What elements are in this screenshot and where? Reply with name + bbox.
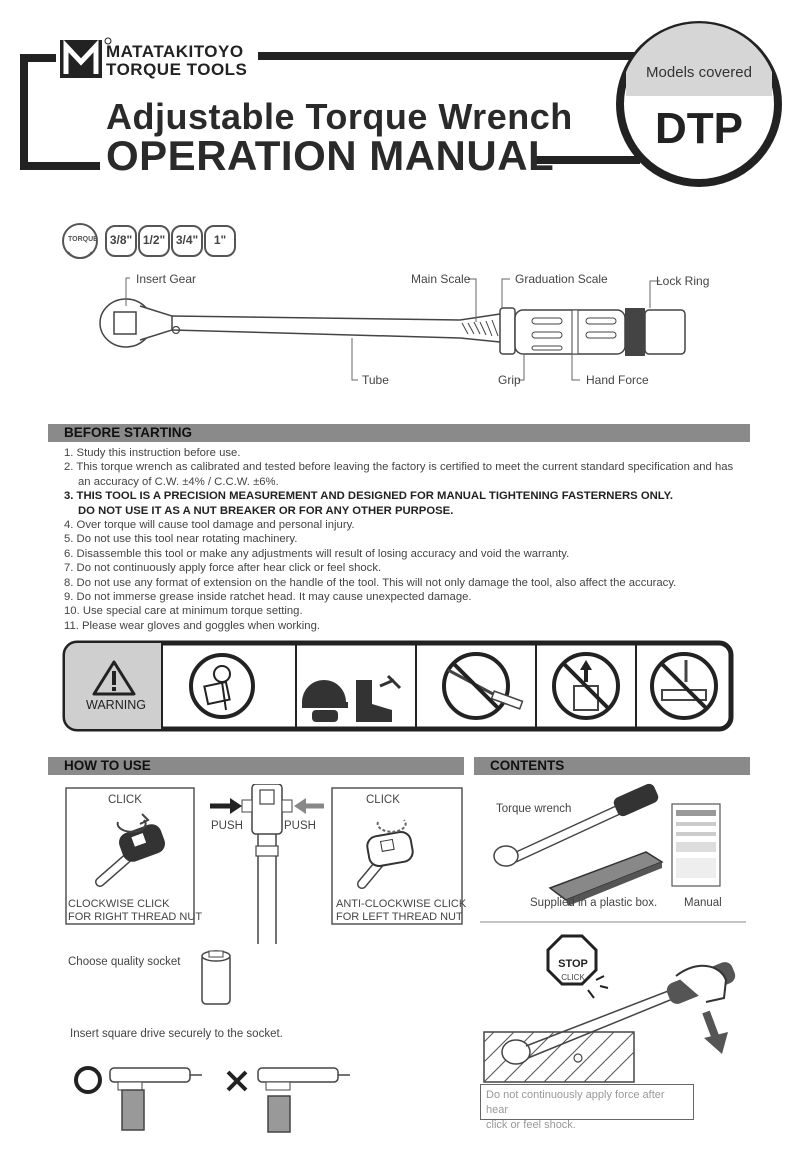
brand-name-line1: MATATAKITOYO xyxy=(106,42,244,61)
drive-size-1-2: 1/2" xyxy=(142,233,166,247)
before-starting-list xyxy=(64,446,754,633)
usage-note xyxy=(480,1084,694,1131)
list-item: 6. Disassemble this tool or make any adjustments will result of losing accuracy and void the warranty. xyxy=(64,547,570,560)
wrench-in-use-image xyxy=(484,960,738,1082)
warning-label: WARNING xyxy=(86,698,146,712)
clockwise-wrench-icon xyxy=(100,814,168,882)
cw-caption-line1: CLOCKWISE CLICK xyxy=(68,898,170,910)
ccw-caption-line2: FOR LEFT THREAD NUT xyxy=(336,911,463,923)
list-item: 3. THIS TOOL IS A PRECISION MEASUREMENT AND DESIGNED FOR MANUAL TIGHTENING FASTERNERS ONLY. xyxy=(64,490,674,503)
ccw-caption-line1: ANTI-CLOCKWISE CLICK xyxy=(336,898,467,910)
drive-size-3-8: 3/8" xyxy=(109,233,133,247)
label-insert-gear: Insert Gear xyxy=(136,272,197,286)
drive-size-3-4: 3/4" xyxy=(175,233,199,247)
list-item: 5. Do not use this tool near rotating machinery. xyxy=(64,533,298,546)
manual-image xyxy=(672,804,720,886)
torque-icon: TORQUE xyxy=(68,236,98,243)
label-hand-force: Hand Force xyxy=(586,373,649,387)
label-grip: Grip xyxy=(498,373,521,387)
click-label-right: CLICK xyxy=(366,794,400,806)
plastic-box-label: Supplied in a plastic box. xyxy=(530,897,658,909)
label-tube: Tube xyxy=(362,373,389,387)
list-item: DO NOT USE IT AS A NUT BREAKER OR FOR ANY OTHER PURPOSE. xyxy=(78,504,454,517)
drive-size-1: 1" xyxy=(213,233,227,247)
brand-logo xyxy=(60,38,111,78)
label-graduation-scale: Graduation Scale xyxy=(515,272,608,286)
page-title: OPERATION MANUAL xyxy=(106,132,555,179)
list-item: 4. Over torque will cause tool damage and personal injury. xyxy=(64,519,355,532)
cw-caption-line2: FOR RIGHT THREAD NUT xyxy=(68,911,203,923)
wrench-diagram xyxy=(90,268,710,388)
contents-title: CONTENTS xyxy=(490,758,565,773)
stop-label: STOP xyxy=(558,958,588,970)
wrong-insertion-icon xyxy=(228,1068,350,1132)
label-main-scale: Main Scale xyxy=(411,272,471,286)
torque-wrench-label: Torque wrench xyxy=(496,803,572,815)
list-item: 7. Do not continuously apply force after hear click or feel shock. xyxy=(64,562,382,575)
list-item: 11. Please wear gloves and goggles when working. xyxy=(64,619,321,632)
model-code: DTP xyxy=(655,104,743,153)
insert-caption: Insert square drive securely to the socket. xyxy=(70,1028,283,1040)
stop-click-label: CLICK xyxy=(561,973,585,982)
list-item: 9. Do not immerse grease inside ratchet head. It may cause unexpected damage. xyxy=(64,591,472,604)
list-item: 8. Do not use any format of extension on the handle of the tool. This will not only damage the tool, also affect the accuracy. xyxy=(64,576,677,589)
label-lock-ring: Lock Ring xyxy=(656,274,710,288)
list-item: 10. Use special care at minimum torque setting. xyxy=(64,605,303,618)
manual-label: Manual xyxy=(684,897,722,909)
warning-banner xyxy=(62,640,734,732)
click-label-left: CLICK xyxy=(108,794,142,806)
torque-wrench-image xyxy=(494,782,660,866)
usage-note-line1: Do not continuously apply force after hear xyxy=(486,1089,665,1116)
anticlockwise-wrench-icon xyxy=(362,820,414,884)
how-to-use-title: HOW TO USE xyxy=(64,758,151,773)
models-covered-label: Models covered xyxy=(646,64,752,81)
page-subtitle: Adjustable Torque Wrench xyxy=(106,96,573,137)
socket-icon xyxy=(202,951,230,1004)
list-item: 2. This torque wrench as calibrated and tested before leaving the factory is certified to meet the current standard specification and has xyxy=(64,461,734,474)
socket-caption: Choose quality socket xyxy=(68,956,181,968)
before-starting-title: BEFORE STARTING xyxy=(64,425,192,440)
usage-note-line2: click or feel shock. xyxy=(486,1119,576,1131)
brand-name-line2: TORQUE TOOLS xyxy=(106,60,248,79)
list-item: 1. Study this instruction before use. xyxy=(64,447,241,459)
list-item: an accuracy of C.W. ±4% / C.C.W. ±6%. xyxy=(78,475,279,488)
push-label-left: PUSH xyxy=(211,820,243,832)
correct-insertion-icon xyxy=(76,1068,202,1130)
push-label-right: PUSH xyxy=(284,820,316,832)
